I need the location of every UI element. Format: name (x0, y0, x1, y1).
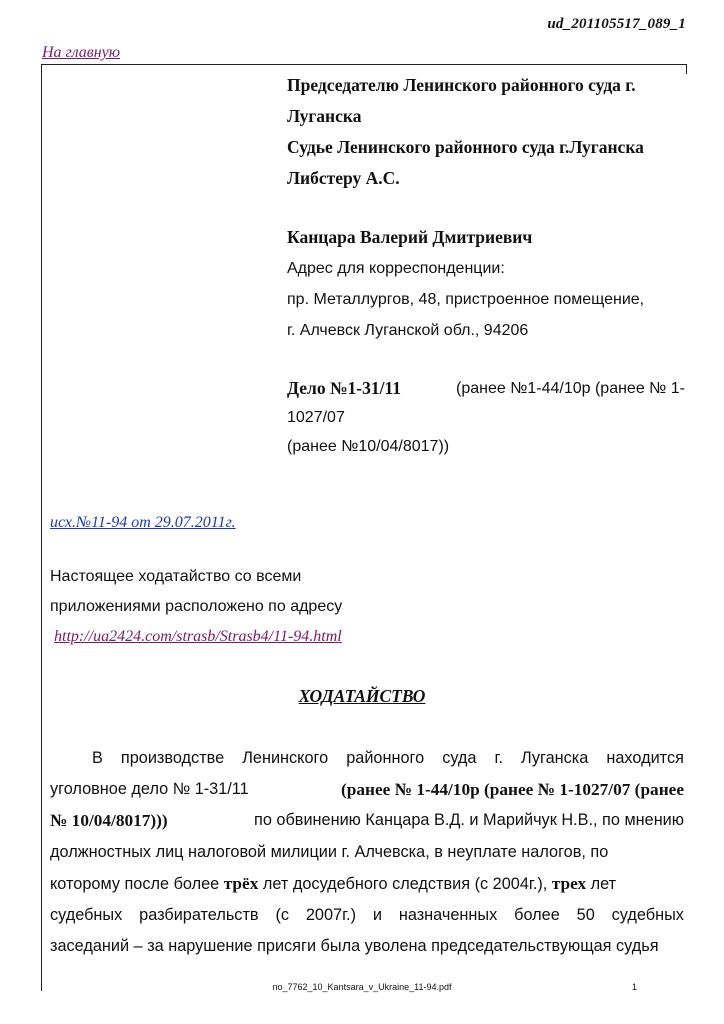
word: г. (494, 749, 503, 767)
word: разбирательств (139, 906, 259, 925)
footer-page-number: 1 (632, 982, 638, 992)
addressee-line (287, 70, 685, 101)
frame-corner (686, 64, 687, 74)
body-line (50, 743, 684, 774)
sender-block (287, 222, 685, 346)
document-heading: ХОДАТАЙСТВО (298, 686, 426, 706)
addressee-line: Судье Ленинского районного суда г.Луганска (287, 137, 644, 157)
word: районного (346, 749, 425, 767)
word: (с (275, 906, 289, 925)
case-line: (ранее №10/04/8017)) (287, 438, 450, 455)
word: 50 (576, 906, 595, 925)
text-run: должностных лиц налоговой милиции г. Алчевска, в неуплате налогов, по (50, 842, 609, 861)
word: более (514, 906, 560, 925)
sender-address-line: пр. Металлургов, 48, пристроенное помещение, (287, 291, 645, 308)
addressee-court-chair: Председателю Ленинского районного суда г. (287, 75, 636, 95)
body-line (50, 805, 684, 836)
word: назначенных (398, 906, 498, 925)
text-run: заседаний – за нарушение присяги была уволена председательствующая судья (50, 937, 659, 956)
body-line (50, 774, 684, 805)
sender-address-label: Адрес для корреспонденции: (287, 260, 505, 277)
document-id: ud_201105517_089_1 (547, 16, 686, 32)
body-line (50, 931, 684, 962)
case-line: 1027/07 (287, 409, 345, 426)
notice-line: приложениями расположено по адресу (50, 598, 343, 615)
notice-block (50, 562, 470, 652)
word: В (92, 749, 103, 767)
word: Луганска (521, 749, 589, 767)
addressee-line: Луганска (287, 106, 362, 126)
case-number-history: (ранее № 1-44/10р (ранее № 1-1027/07 (ранее (341, 780, 684, 800)
document-url-link[interactable]: http://ua2424.com/strasb/Strasb4/11-94.html (54, 628, 342, 645)
body-line (50, 868, 684, 900)
word: и (372, 906, 382, 925)
case-line (287, 374, 685, 403)
addressee-judge-name: Либстеру А.С. (287, 168, 400, 188)
home-link[interactable]: На главную (42, 44, 121, 61)
word: производстве (120, 749, 225, 767)
addressee-block (287, 70, 685, 194)
sender-address-line: г. Алчевск Луганской обл., 94206 (287, 322, 529, 339)
text-run: по обвинению Канцара В.Д. и Марийчук Н.В., по мнению (254, 811, 684, 830)
footer-filename: no_7762_10_Kantsara_v_Ukraine_11-94.pdf (272, 982, 452, 992)
text-run: которому после более трёх лет досудебного следствия (с 2004г.), трех лет (50, 873, 617, 893)
notice-line: Настоящее ходатайство со всеми (50, 568, 302, 585)
word: находится (606, 749, 684, 767)
case-number-history: № 10/04/8017))) (50, 811, 168, 831)
case-number: Дело №1-31/11 (287, 378, 402, 398)
word: суда (442, 749, 477, 767)
outgoing-reference-link[interactable]: исх.№11-94 от 29.07.2011г. (50, 514, 236, 531)
text-run: уголовное дело № 1-31/11 (50, 780, 249, 799)
word: судебных (50, 906, 123, 925)
case-block (287, 374, 685, 461)
body-line (50, 837, 684, 868)
petition-body (50, 743, 684, 962)
word: Ленинского (242, 749, 329, 767)
case-previous-number: (ранее №1-44/10р (ранее № 1- (455, 380, 685, 397)
word: 2007г.) (305, 906, 356, 925)
body-line (50, 900, 684, 931)
word: судебных (611, 906, 684, 925)
sender-name: Канцара Валерий Дмитриевич (287, 227, 533, 247)
